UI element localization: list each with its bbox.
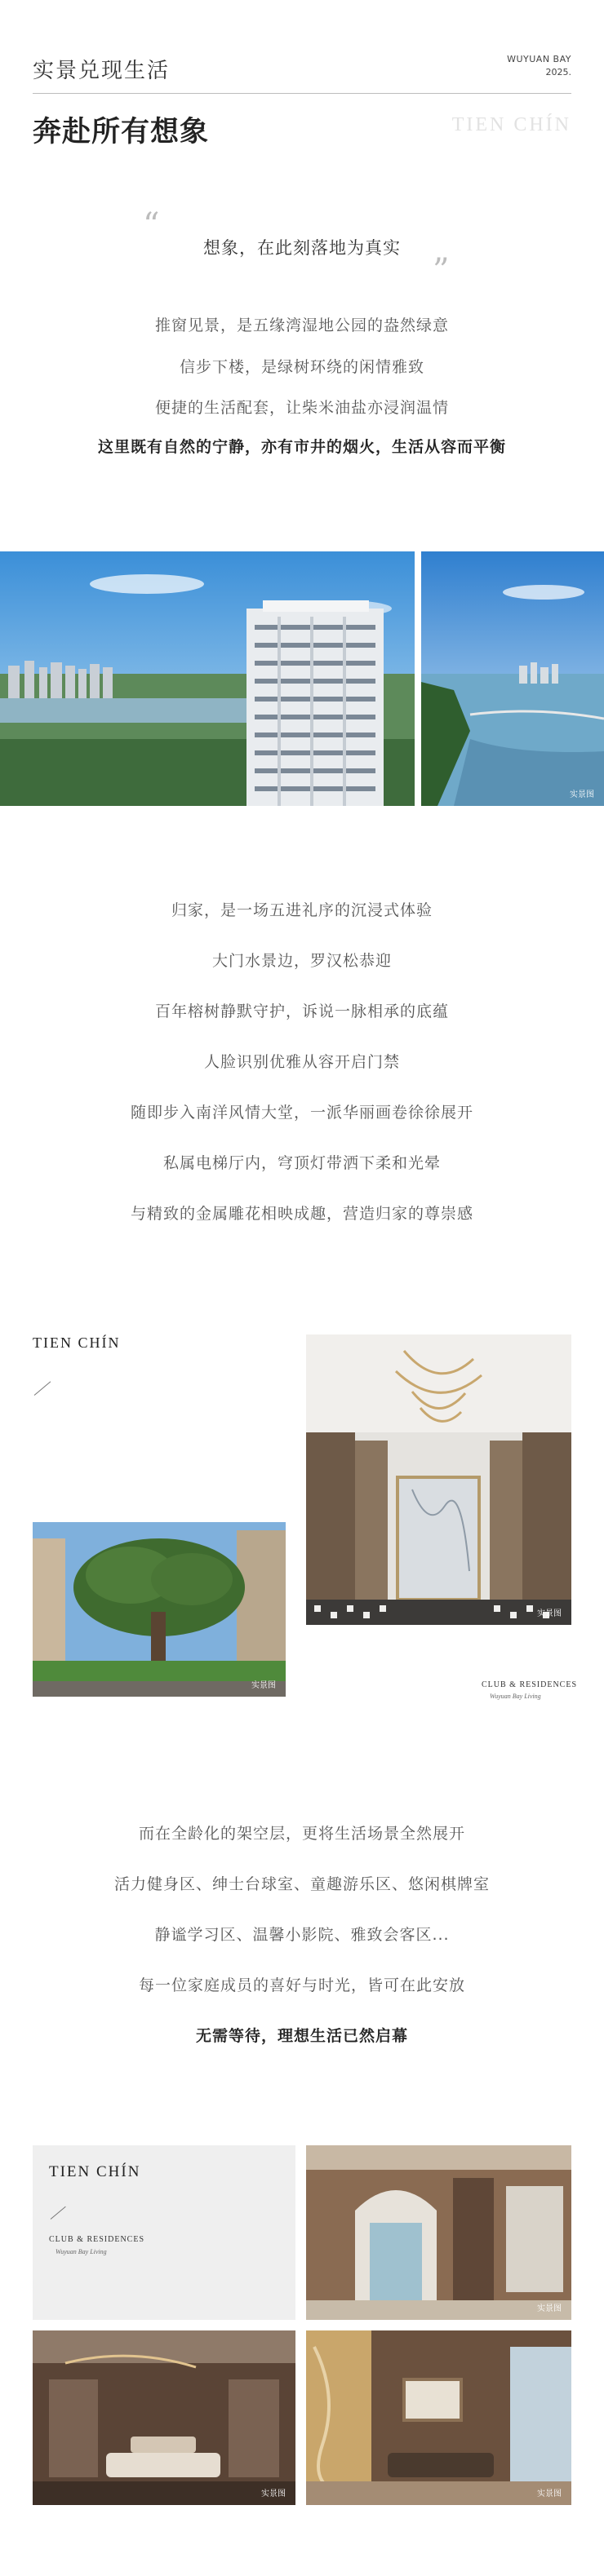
brand-script: Wuyuan Bay Living [490, 1693, 541, 1700]
waterfront-photo [421, 551, 604, 806]
section1-line: 推窗见景，是五缘湾湿地公园的盎然绿意 [154, 316, 449, 334]
slash-divider [34, 1381, 51, 1395]
elevator-lobby-illustration [306, 1334, 571, 1625]
section2-line: 随即步入南洋风情大堂，一派华丽画卷徐徐展开 [130, 1104, 473, 1122]
arched-lobby-photo [306, 2145, 571, 2320]
photo-tag: 实景图 [261, 2490, 286, 2499]
waterfront-illustration [421, 551, 604, 806]
source-watermark: 搜狐号@搜狐焦点厦门站 [469, 2552, 594, 2565]
section2-line: 人脸识别优雅从容开启门禁 [203, 1053, 400, 1071]
club-residences-text: CLUB & RESIDENCES [482, 1680, 578, 1689]
slash-divider [51, 2206, 66, 2220]
header-divider [33, 93, 571, 94]
brand-logo: TIEN CHÍN [33, 1334, 121, 1351]
section3-line: 而在全龄化的架空层，更将生活场景全然展开 [138, 1825, 465, 1843]
building-photo [0, 551, 415, 806]
quote-text: 想象，在此刻落地为真实 [203, 238, 401, 258]
section1-line: 便捷的生活配套，让柴米油盐亦浸润温情 [154, 399, 449, 417]
brand-name: WUYUAN BAY [507, 54, 571, 64]
photo-tag: 实景图 [537, 2304, 562, 2313]
section2-line: 归家，是一场五进礼序的沉浸式体验 [171, 901, 433, 919]
lounge-photo [33, 2330, 295, 2505]
banyan-tree-photo [33, 1522, 286, 1697]
page-subtitle: 奔赴所有想象 [33, 115, 210, 148]
section2-line: 私属电梯厅内，穹顶灯带洒下柔和光晕 [162, 1154, 441, 1172]
club-residences-text: CLUB & RESIDENCES [49, 2235, 145, 2244]
building-illustration [0, 551, 415, 806]
section2-line: 与精致的金属雕花相映成趣，营造归家的尊崇感 [130, 1205, 473, 1223]
arched-lobby-illustration [306, 2145, 571, 2320]
section3-line: 活力健身区、绅士台球室、童趣游乐区、悠闲棋牌室 [113, 1875, 490, 1893]
section2-line: 大门水景边，罗汉松恭迎 [211, 952, 392, 970]
photo-tag: 实景图 [570, 790, 594, 799]
brand-card [33, 2145, 295, 2320]
photo-tag: 实景图 [251, 1681, 276, 1690]
section1-line-emphasis: 这里既有自然的宁静，亦有市井的烟火，生活从容而平衡 [97, 438, 506, 456]
photo-tag: 实景图 [537, 2490, 562, 2499]
section3-line: 静谧学习区、温馨小影院、雅致会客区... [154, 1926, 450, 1944]
section1-line: 信步下楼，是绿树环绕的闲情雅致 [179, 358, 424, 376]
section3-line-emphasis: 无需等待，理想生活已然启幕 [195, 2027, 408, 2045]
brand-script: Wuyuan Bay Living [56, 2248, 107, 2255]
reception-photo [306, 2330, 571, 2505]
reception-illustration [306, 2330, 571, 2505]
open-quote-icon: “ [143, 206, 160, 244]
banyan-tree-illustration [33, 1522, 286, 1697]
brand-year: 2025. [545, 67, 571, 77]
lounge-illustration [33, 2330, 295, 2505]
photo-tag: 实景图 [537, 1609, 562, 1618]
brand-card-logo: TIEN CHÍN [49, 2163, 141, 2180]
close-quote-icon: ” [433, 252, 450, 290]
page-title: 实景兑现生活 [33, 59, 171, 83]
section3-line: 每一位家庭成员的喜好与时光，皆可在此安放 [138, 1976, 465, 1994]
elevator-lobby-photo [306, 1334, 571, 1625]
section2-line: 百年榕树静默守护，诉说一脉相承的底蕴 [154, 1003, 449, 1020]
ghost-logo-text: TIEN CHÍN [451, 114, 571, 135]
